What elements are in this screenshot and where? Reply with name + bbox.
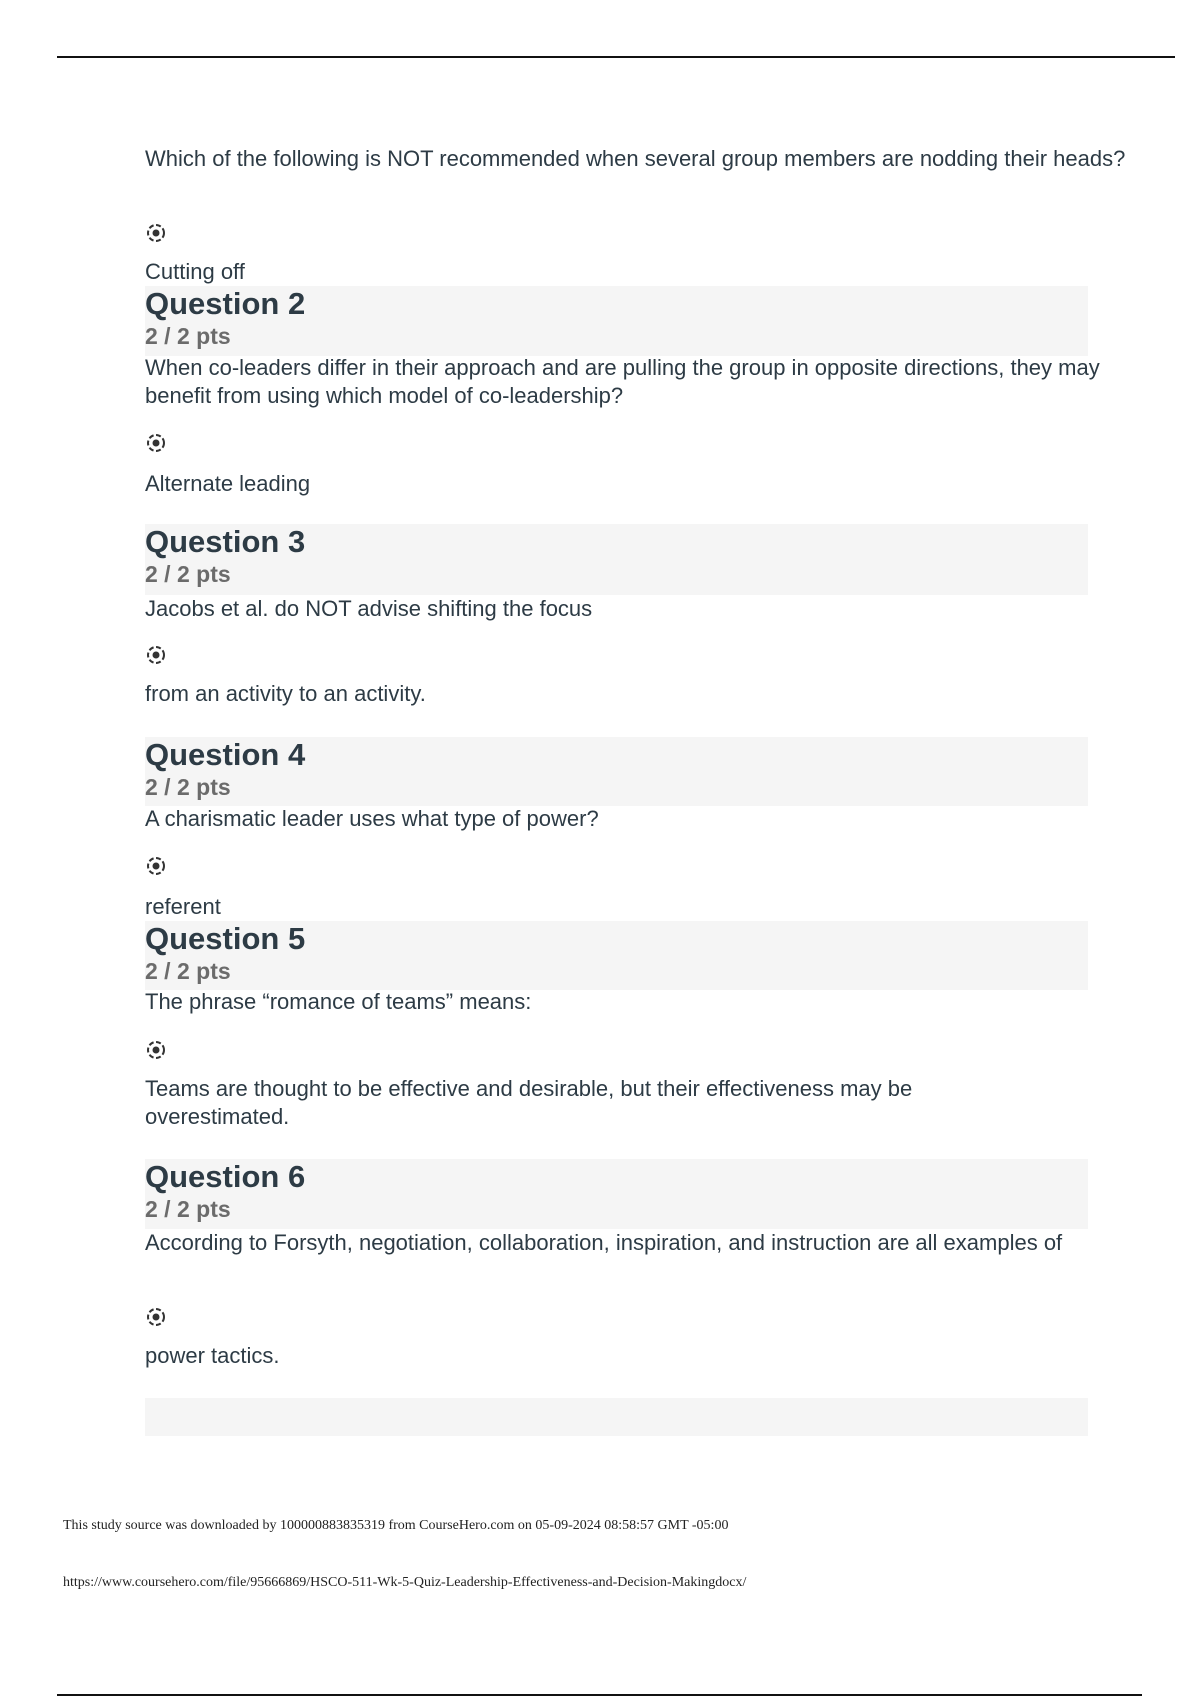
question-2-points: 2 / 2 pts bbox=[145, 323, 231, 349]
question-5-title: Question 5 bbox=[145, 921, 306, 956]
source-url[interactable]: https://www.coursehero.com/file/95666869/HSCO-511-Wk-5-Quiz-Leadership-Effectiveness-and-Decision-Makingdocx/ bbox=[63, 1575, 747, 1590]
question-3-text: Jacobs et al. do NOT advise shifting the focus bbox=[145, 596, 593, 621]
question-4-points: 2 / 2 pts bbox=[145, 774, 231, 800]
question-3-points: 2 / 2 pts bbox=[145, 561, 231, 587]
question-2-header bbox=[145, 286, 1088, 356]
question-5-answer: Teams are thought to be effective and desirable, but their effectiveness may be overestimated. bbox=[145, 1076, 913, 1129]
question-4-title: Question 4 bbox=[145, 737, 306, 772]
question-6-points: 2 / 2 pts bbox=[145, 1196, 231, 1222]
question-1-text: Which of the following is NOT recommended when several group members are nodding their heads? bbox=[145, 146, 1126, 171]
question-2-answer: Alternate leading bbox=[145, 471, 311, 496]
question-6-header bbox=[145, 1159, 1088, 1229]
radio-selected-icon[interactable] bbox=[145, 222, 167, 244]
question-6-text: According to Forsyth, negotiation, collaboration, inspiration, and instruction are all examples of bbox=[145, 1230, 1063, 1255]
top-divider bbox=[57, 56, 1175, 58]
question-3-header bbox=[145, 524, 1088, 595]
question-1-answer: Cutting off bbox=[145, 259, 245, 284]
question-2-title: Question 2 bbox=[145, 286, 306, 321]
question-5-text: The phrase “romance of teams” means: bbox=[145, 989, 532, 1014]
radio-selected-icon[interactable] bbox=[145, 855, 167, 877]
next-question-header bbox=[145, 1398, 1088, 1436]
question-4-header bbox=[145, 737, 1088, 806]
question-2-text: When co-leaders differ in their approach and are pulling the group in opposite directions, they may benefit from using which model of co-leadership? bbox=[145, 355, 1100, 408]
question-5-points: 2 / 2 pts bbox=[145, 958, 231, 984]
question-5-header bbox=[145, 921, 1088, 990]
question-6-title: Question 6 bbox=[145, 1159, 306, 1194]
radio-selected-icon[interactable] bbox=[145, 1039, 167, 1061]
question-4-text: A charismatic leader uses what type of power? bbox=[145, 806, 599, 831]
question-6-answer: power tactics. bbox=[145, 1343, 280, 1368]
download-note: This study source was downloaded by 100000883835319 from CourseHero.com on 05-09-2024 08:58:57 GMT -05:00 bbox=[63, 1518, 729, 1533]
radio-selected-icon[interactable] bbox=[145, 432, 167, 454]
radio-selected-icon[interactable] bbox=[145, 1306, 167, 1328]
question-3-answer: from an activity to an activity. bbox=[145, 681, 426, 706]
question-3-title: Question 3 bbox=[145, 524, 306, 559]
bottom-divider bbox=[57, 1694, 1142, 1696]
question-4-answer: referent bbox=[145, 894, 221, 919]
radio-selected-icon[interactable] bbox=[145, 644, 167, 666]
